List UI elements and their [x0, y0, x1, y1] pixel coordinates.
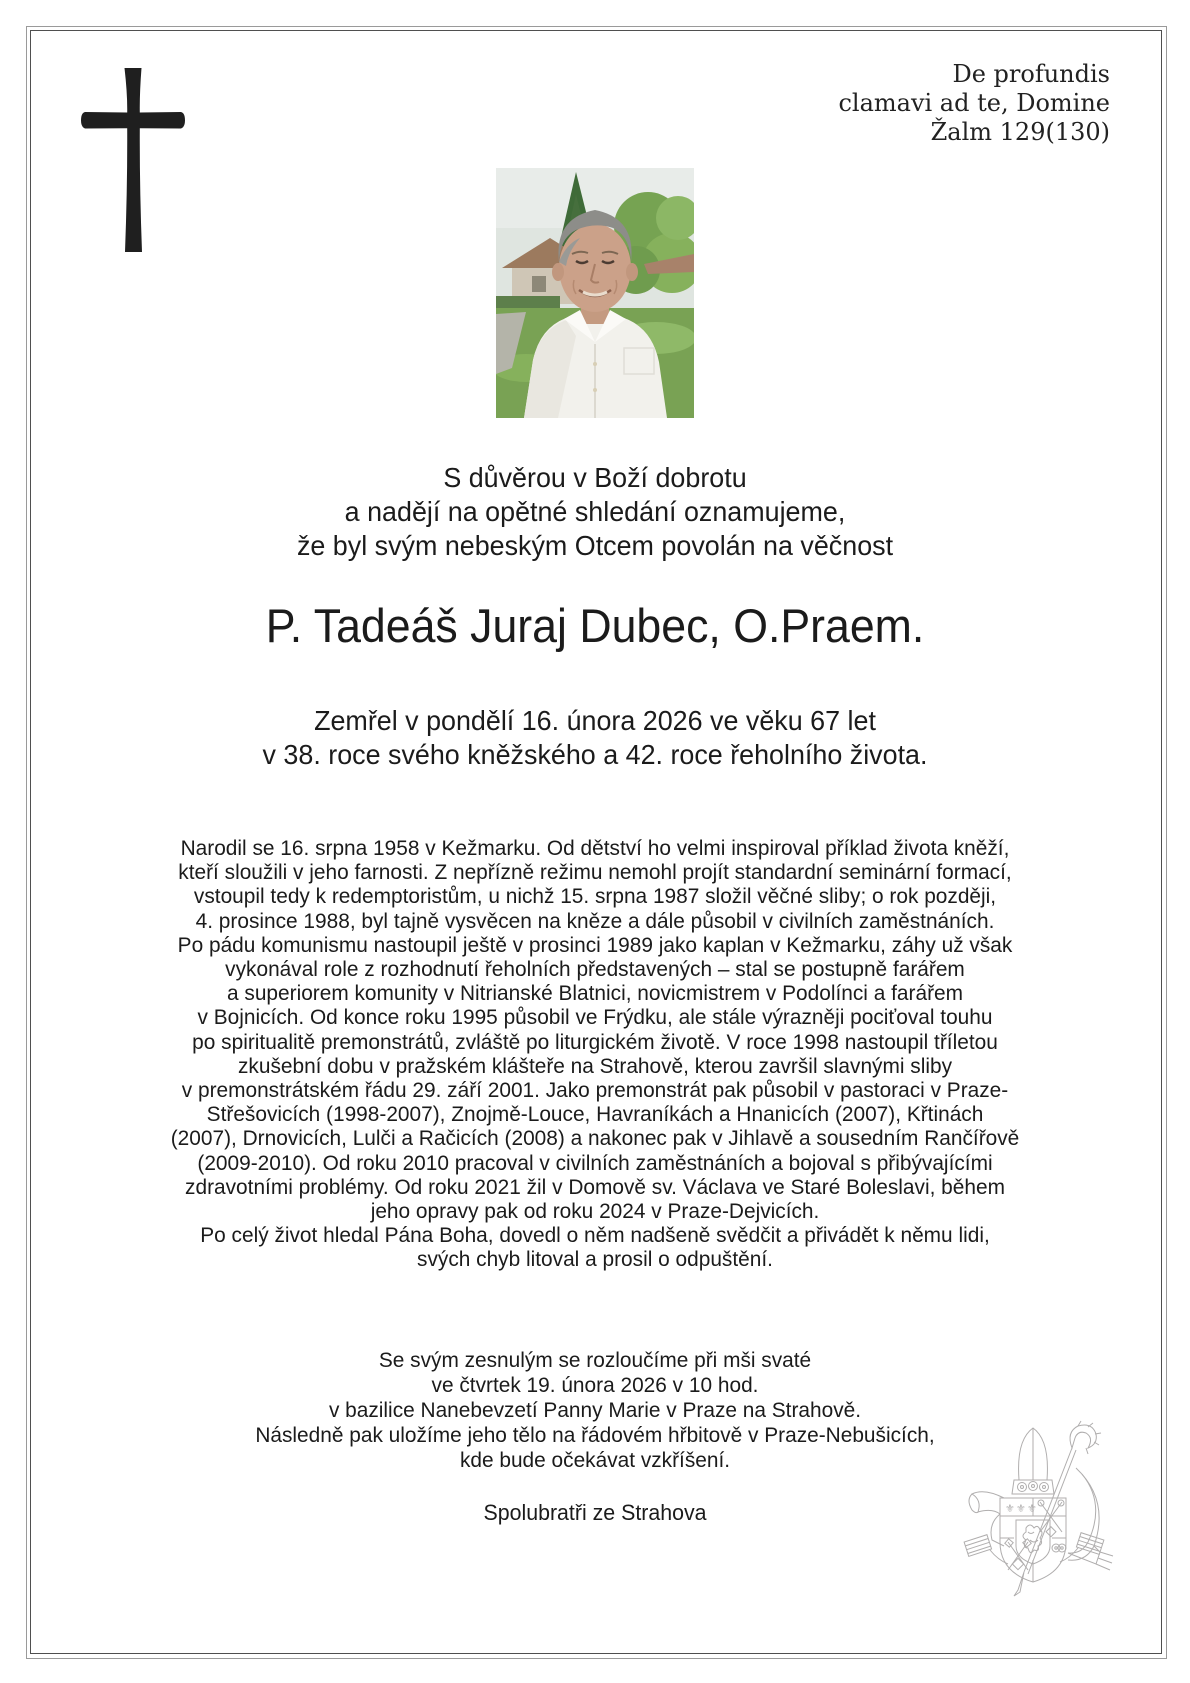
psalm-quote-line: clamavi ad te, Domine	[838, 89, 1110, 117]
biography-line: po spiritualitě premonstrátů, zvláště po liturgickém životě. V roce 1998 nastoupil tříletou	[192, 1029, 998, 1054]
biography-line: jeho opravy pak od roku 2024 v Praze-Dejvicích.	[370, 1199, 820, 1224]
biography-line: (2007), Drnovicích, Lulči a Račicích (2008) a nakonec pak v Jihlavě a sousedním Rančířově	[170, 1126, 1020, 1151]
announcement-intro	[134, 461, 1056, 563]
signature: Spolubratři ze Strahova	[483, 1500, 707, 1525]
svg-text:⚜: ⚜	[1005, 1502, 1015, 1515]
biography-line: vstoupil tedy k redemptoristům, u nichž 15. srpna 1987 složil věčné sliby; o rok později,	[193, 884, 997, 909]
biography	[127, 836, 1062, 1272]
biography-line: Po pádu komunismu nastoupil ještě v prosinci 1989 jako kaplan v Kežmarku, záhy už však	[177, 932, 1013, 957]
psalm-quote-line: Žalm 129(130)	[930, 118, 1110, 146]
svg-text:⚜: ⚜	[1016, 1502, 1026, 1515]
announcement-line: že byl svým nebeským Otcem povolán na věčnost	[296, 530, 894, 561]
biography-line: 4. prosince 1988, byl tajně vysvěcen na kněze a dále působil v civilních zaměstnáních.	[195, 908, 995, 933]
biography-line: vykonával role z rozhodnutí řeholních představených – stal se postupně farářem	[225, 957, 965, 982]
funeral-line: v bazilice Nanebevzetí Panny Marie v Praze na Strahově.	[328, 1398, 862, 1422]
funeral-line: Se svým zesnulým se rozloučíme při mši svaté	[378, 1348, 812, 1372]
memorial-cross-icon	[80, 66, 186, 254]
biography-line: Narodil se 16. srpna 1958 v Kežmarku. Od dětství ho velmi inspiroval příklad života kněží,	[180, 836, 1010, 860]
biography-line: a superiorem komunity v Nitrianské Blatnici, novicmistrem v Podolínci a farářem	[227, 981, 963, 1006]
funeral-line: ve čtvrtek 19. února 2026 v 10 hod.	[431, 1373, 759, 1397]
death-date-line: Zemřel v pondělí 16. února 2026 ve věku 67 let	[314, 705, 876, 736]
announcement-line: S důvěrou v Boží dobrotu	[443, 462, 747, 493]
svg-text:⚜: ⚜	[1027, 1502, 1037, 1515]
biography-line: Střešovicích (1998-2007), Znojmě-Louce, Havraníkách a Hnanicích (2007), Křtinách	[206, 1102, 984, 1127]
biography-line: v premonstrátském řádu 29. září 2001. Jako premonstrát pak působil v pastoraci v Praze-	[181, 1078, 1009, 1103]
death-date-line: v 38. roce svého kněžského a 42. roce řeholního života.	[262, 739, 928, 770]
funeral-line: Následně pak uložíme jeho tělo na řádovém hřbitově v Praze-Nebušicích,	[255, 1423, 935, 1447]
biography-line: (2009-2010). Od roku 2010 pracoval v civilních zaměstnáních a bojoval s přibývajícími	[197, 1150, 993, 1175]
death-date-block	[134, 704, 1056, 772]
funeral-line: kde bude očekávat vzkříšení.	[459, 1448, 731, 1472]
biography-line: v Bojnicích. Od konce roku 1995 působil ve Frýdku, ale stále výrazněji pociťoval touhu	[197, 1005, 993, 1030]
biography-line: Po celý život hledal Pána Boha, dovedl o něm nadšeně svědčit a přivádět k němu lidi,	[200, 1223, 990, 1248]
deceased-name: P. Tadeáš Juraj Dubec, O.Praem.	[265, 599, 925, 652]
psalm-quote-line: De profundis	[952, 60, 1110, 88]
biography-line: svých chyb litoval a prosil o odpuštění.	[417, 1247, 773, 1272]
biography-line: zkušební dobu v pražském klášteře na Strahově, kterou završil slavnými sliby	[237, 1053, 953, 1078]
announcement-line: a nadějí na opětné shledání oznamujeme,	[344, 496, 846, 527]
funeral-info	[129, 1348, 1060, 1473]
biography-line: zdravotními problémy. Od roku 2021 žil v Domově sv. Václava ve Staré Boleslavi, během	[185, 1174, 1005, 1199]
strahov-abbey-coat-of-arms-icon	[948, 1420, 1120, 1600]
biography-line: kteří sloužili v jeho farnosti. Z nepřízně režimu nemohl projít standardní seminární formací,	[178, 860, 1012, 885]
portrait-photo	[496, 168, 694, 418]
psalm-quote	[838, 60, 1110, 147]
